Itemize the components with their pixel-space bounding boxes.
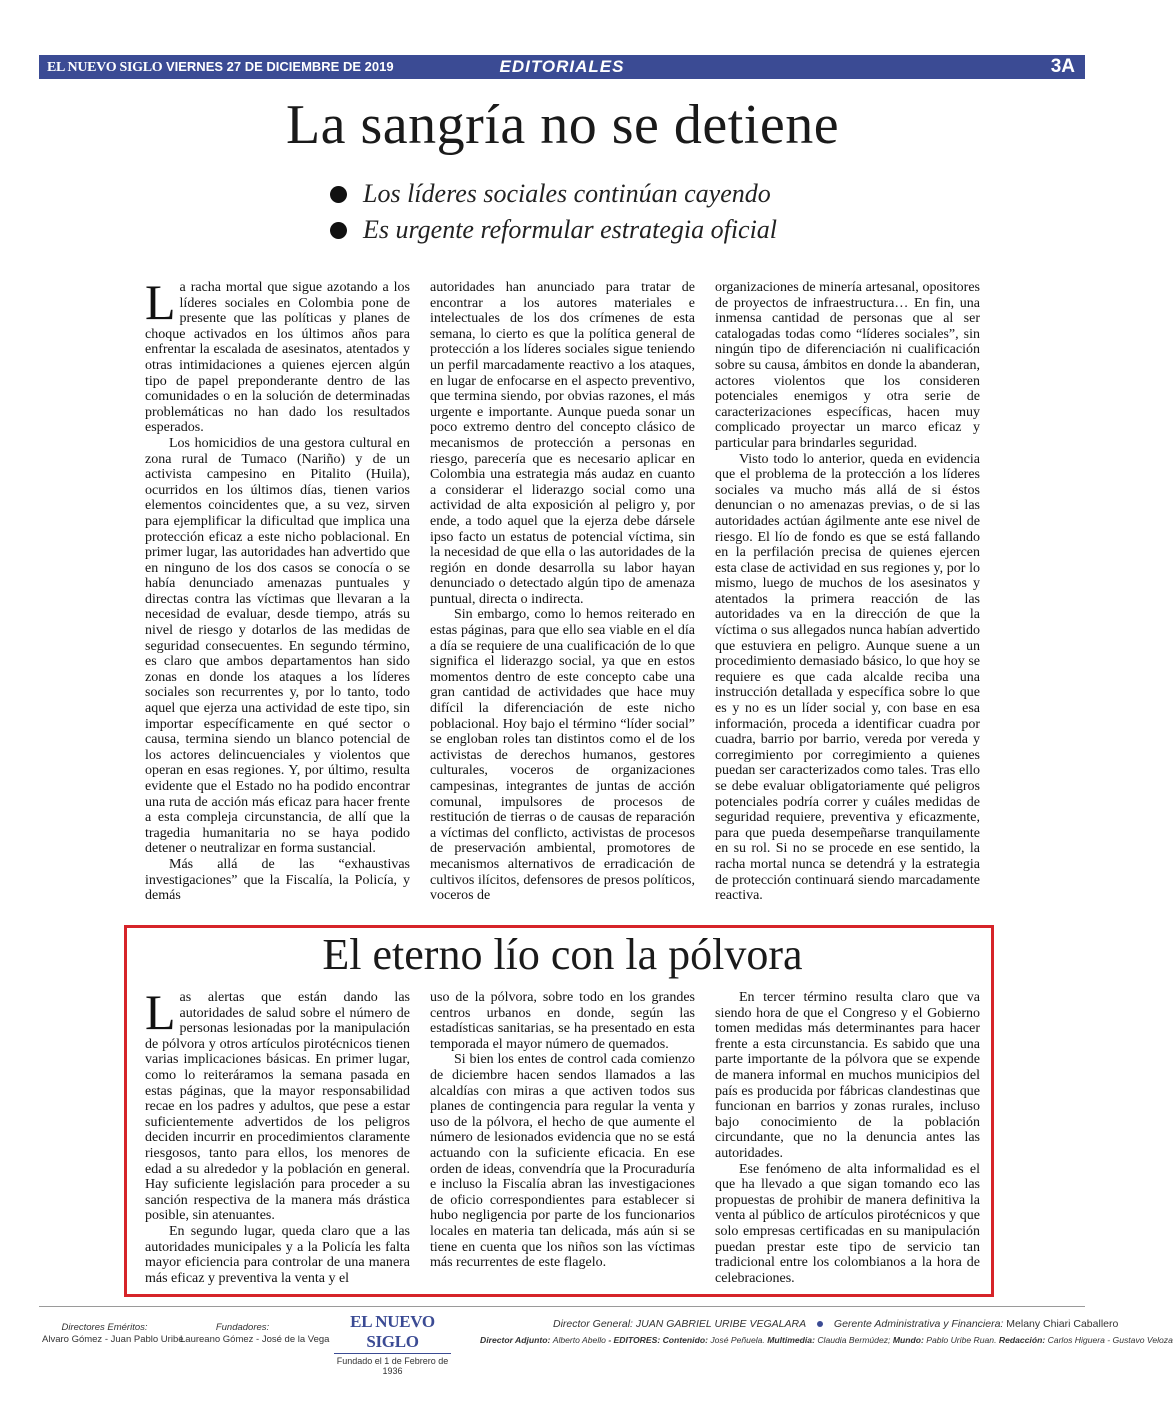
paragraph [145, 984, 410, 1224]
gerente-label: Gerente Administrativa y Financiera: [833, 1318, 1004, 1330]
section-name: EDITORIALES [499, 57, 625, 76]
paragraph [145, 274, 410, 436]
article-column-1 [145, 274, 410, 904]
director-general-name: JUAN GABRIEL URIBE VEGALARA [635, 1318, 807, 1330]
directores-names: Alvaro Gómez - Juan Pablo Uribe [42, 1334, 184, 1345]
paragraph: En segundo lugar, queda claro que a las autoridades municipales y a la Policía les falta mayor eficiencia para controlar de una manera más eficaz y preventiva la venta y el [145, 1223, 410, 1286]
paragraph: Los homicidios de una gestora cultural en zona rural de Tumaco (Nariño) y de un activista campesino en Pitalito (Huila), ocurridos en los últimos días, tienen varios elementos coincidentes que, a su vez, sirven para ejemplificar la dificultad que implica una protección eficaz a este nicho poblacional. En primer lugar, las autoridades han advertido que en ninguno de los dos casos se conocía o se había denunciado amenazas puntuales y directas contra las víctimas que llevaran a la necesidad de evaluar, desde tiempo, atrás su nivel de riesgo y dotarlos de las medidas de seguridad consecuentes. En segundo término, es claro que ambos departamentos han sido zonas en donde los ataques a los líderes sociales son recurrentes y, por lo tanto, todo aquel que ejerza una actividad de este tipo, sin importar específicamente en qué sector o causa, termina siendo un blanco potencial de los actores delincuenciales y violentos que operan en esas regiones. Y, por último, resulta evidente que el Estado no ha podido encontrar una ruta de acción más eficaz para hacer frente a esta compleja circunstancia, de allí que la tragedia humanitaria no se haya podido detener o neutralizar en forma sustancial. [145, 435, 410, 857]
paragraph: uso de la pólvora, sobre todo en los grandes centros urbanos en donde, según las estadísticas sanitarias, se ha presentado en esta temporada el mayor número de quemados. [430, 990, 695, 1052]
article-column-2 [430, 280, 695, 904]
subheadline-item [330, 176, 890, 212]
paragraph-text: a racha mortal que sigue azotando a los líderes sociales en Colombia pone de presente que las políticas y planes de choque activados en los últimos años para enfrentar la escalada de asesinatos, atentados y otras intimidaciones a quienes ejercen algún tipo de papel preponderante dentro de las comunidades o en la solución de determinadas problemáticas no han dado los resultados esperados. [145, 280, 410, 436]
logo-name: EL NUEVO SIGLO [350, 1312, 435, 1351]
paper-name: EL NUEVO SIGLO [47, 60, 163, 75]
article2-column-3 [715, 990, 980, 1286]
logo-underline [334, 1353, 451, 1354]
editores-label: - EDITORES: Contenido: [608, 1335, 708, 1345]
director-adjunto-label: Director Adjunto: [480, 1335, 551, 1345]
redaccion-names: Carlos Higuera - Gustavo Veloza [1047, 1335, 1173, 1345]
issue-date: VIERNES 27 DE DICIEMBRE DE 2019 [165, 59, 394, 74]
bullet-dot-icon [330, 186, 347, 203]
bullet-dot-icon [330, 222, 347, 239]
page-number: 3A [1050, 56, 1075, 77]
footer-divider [39, 1306, 1085, 1307]
staff-line-2 [480, 1335, 1173, 1345]
director-adjunto-name: Alberto Abello [552, 1335, 606, 1345]
editores-contenido: José Peñuela. [710, 1335, 765, 1345]
footer-logo [330, 1312, 455, 1376]
multimedia-label: Multimedia: [767, 1335, 815, 1345]
fundadores-label: Fundadores: [215, 1322, 270, 1333]
footer-fundadores [180, 1322, 330, 1346]
subheadline-text: Es urgente reformular estrategia oficial [363, 215, 778, 244]
paragraph: Visto todo lo anterior, queda en evidencia que el problema de la protección a los líderes sociales va mucho más allá de si éstos denuncian o no amenazas previas, o de si las autoridades actúan ágilmente ante ese nivel de riesgo. El lío de fondo es que se está fallando en la perfilación precisa de quienes ejercen esta clase de actividad en sus regiones y, por lo mismo, luego de muchos de los asesinatos y atentados la primera reacción de las autoridades va en la dirección de que la víctima o sus allegados nunca habían advertido que estuviera en peligro. Aunque suene a un procedimiento demasiado básico, lo que hoy se requiere es que cada alcalde reciba una instrucción detallada y específica sobre lo que es y no es un líder social y, con base en esa información, proceda a identificar cuadra por cuadra, barrio por barrio, vereda por vereda y corregimiento por corregimiento a quienes puedan ser caracterizados como tales. Tras ello se debe evaluar obligatoriamente qué peligros potenciales podría correr y cuáles medidas de seguridad requiere, preventiva y eficazmente, para que pueda desempeñarse tranquilamente en su rol. Si no se procede en ese sentido, la racha mortal nunca se detendrá y la estrategia de protección continuará siendo marcadamente reactiva. [715, 451, 980, 904]
staff-line-1 [553, 1318, 1118, 1330]
paragraph: Sin embargo, como lo hemos reiterado en estas páginas, para que ello sea viable en el día a día se requiere de una cualificación de lo que significa el liderazgo social, ya que en estos momentos dentro de este concepto cabe una gran cantidad de actividades que hace muy difícil la diferenciación de este nicho poblacional. Hoy bajo el término “líder social” se engloban roles tan distintos como el de los activistas de derechos humanos, gestores culturales, voceros de organizaciones campesinas, integrantes de juntas de acción comunal, impulsores de procesos de restitución de tierras o de causas de reparación a víctimas del conflicto, activistas de procesos de preservación ambiental, promotores de mecanismos alternativos de erradicación de cultivos ilícitos, defensores de presos políticos, voceros de [430, 607, 695, 904]
gerente-name: Melany Chiari Caballero [1006, 1318, 1119, 1330]
subheadline-item [330, 212, 890, 248]
founded-date: Fundado el 1 de Febrero de 1936 [336, 1356, 449, 1376]
fundadores-names: Laureano Gómez - José de la Vega [180, 1334, 330, 1345]
mundo-name: Pablo Uribe Ruan. [926, 1335, 997, 1345]
masthead-bar [39, 55, 1085, 79]
paragraph-text: as alertas que están dando las autoridades de salud sobre el número de personas lesionadas por la manipulación de pólvora y otros artículos pirotécnicos tienen varias implicaciones básicas. En primer lugar, como lo reiteráramos la semana pasada en estas páginas, que la mayor responsabilidad recae en los padres y adultos, que pese a estar suficientemente advertidos de los peligros deciden incurrir en procedimientos claramente riesgosos, tanto para ellos, los menores de edad a su alrededor y la población en general. Hay suficiente legislación para proceder a su sanción respectiva de la manera más drástica posible, sin atenuantes. [145, 990, 410, 1224]
director-general-label: Director General: [553, 1318, 633, 1330]
editorial-title: La sangría no se detiene [285, 94, 840, 156]
paragraph: Más allá de las “exhaustivas investigaciones” que la Fiscalía, la Policía, y demás [145, 856, 410, 904]
multimedia-name: Claudia Bermúdez; [817, 1335, 891, 1345]
paragraph: En tercer término resulta claro que va siendo hora de que el Congreso y el Gobierno tomen medidas más determinantes para hacer frente a esta circunstancia. Es sabido que una parte importante de la pólvora que se expende de manera informal en muchos municipios del país es producida por fábricas clandestinas que funcionan en barrios y zonas rurales, incluso bajo conocimiento de la población circundante, que no la denuncia antes las autoridades. [715, 990, 980, 1161]
article2-column-2 [430, 990, 695, 1271]
drop-cap: L [145, 274, 176, 330]
subheadline-list [330, 176, 890, 248]
paragraph: Ese fenómeno de alta informalidad es el que ha llevado a que sigan tomando eco las propuestas de prohibir de manera definitiva la venta al público de artículos pirotécnicos y que solo empresas certificadas en su manipulación puedan prestar este tipo de servicio tan tradicional entre los colombianos a la hora de celebraciones. [715, 1161, 980, 1286]
subheadline-text: Los líderes sociales continúan cayendo [363, 179, 771, 208]
article2-column-1 [145, 984, 410, 1286]
drop-cap: L [145, 984, 176, 1040]
separator-dot-icon [817, 1321, 823, 1327]
mundo-label: Mundo: [892, 1335, 924, 1345]
directores-label: Directores Eméritos: [61, 1322, 148, 1333]
editorial-title-2: El eterno lío con la pólvora [322, 930, 803, 979]
article-column-3 [715, 280, 980, 904]
redaccion-label: Redacción: [998, 1335, 1046, 1345]
paragraph: autoridades han anunciado para tratar de encontrar a los autores materiales e intelectuales de los dos crímenes de esta semana, lo cierto es que la política general de protección a los líderes sociales sigue teniendo un perfil marcadamente reactivo a los ataques, en lugar de enfocarse en el aspecto preventivo, que termina siendo, por obvias razones, el más urgente e importante. Aunque pueda sonar un poco extremo dentro del concepto clásico de mecanismos de protección a personas en riesgo, parecería que es necesario aplicar en Colombia una estrategia más audaz en cuanto a considerar el liderazgo social como una actividad de alta exposición al peligro y, por ende, a todo aquel que la ejerza debe dársele ipso facto un estatus de potencial víctima, sin la necesidad de que ella o las autoridades de la región en donde desarrolla su labor hayan denunciado o detectado algún tipo de amenaza puntual, directa o indirecta. [430, 280, 695, 607]
paragraph: Si bien los entes de control cada comienzo de diciembre hacen sendos llamados a las alcaldías con miras a que activen todos sus planes de contingencia para regular la venta y uso de la pólvora, el hecho de que aumente el número de lesionados evidencia que no se está actuando con la suficiente eficacia. En ese orden de ideas, convendría que la Procuraduría e incluso la Fiscalía abran las investigaciones de oficio correspondientes para establecer si hubo negligencia por parte de los funcionarios locales en materia tan delicada, más aún si se tiene en cuenta que los niños son las víctimas más recurrentes de este flagelo. [430, 1052, 695, 1271]
footer-directores [42, 1322, 184, 1346]
paragraph: organizaciones de minería artesanal, opositores de proyectos de infraestructura… En fin, una inmensa cantidad de personas que al ser catalogadas todas como “líderes sociales”, sin ningún tipo de diferenciación ni cualificación sobre su causa, ámbitos en donde la abanderan, actores violentos que los consideren potenciales enemigos y otra serie de caracterizaciones específicas, hacen muy complicado proyectar un marco eficaz y particular para brindarles seguridad. [715, 280, 980, 451]
